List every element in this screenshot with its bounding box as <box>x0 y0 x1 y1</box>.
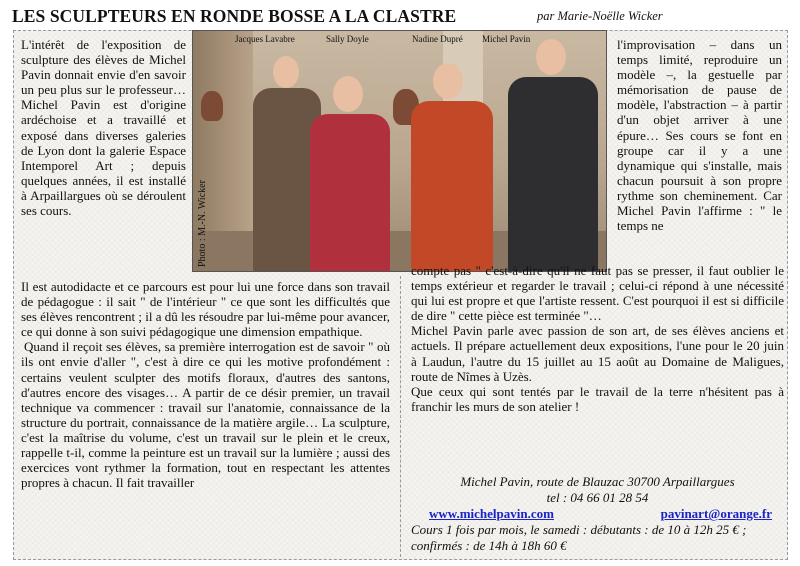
article-byline: par Marie-Noëlle Wicker <box>537 9 663 23</box>
article-headline: LES SCULPTEURS EN RONDE BOSSE A LA CLASTRE <box>12 6 457 26</box>
photo-caption-name: Jacques Lavabre <box>235 34 295 44</box>
photo-credit: Photo : M.-N. Wicker <box>197 180 208 267</box>
contact-block <box>411 474 784 554</box>
group-photo <box>192 30 607 272</box>
contact-phone: tel : 04 66 01 28 54 <box>546 490 649 505</box>
sculpture-bust <box>201 91 223 121</box>
article-paragraph: Quand il reçoit ses élèves, sa première interrogation est de savoir " où ils ont envie d'aller ", c'est à dire ce qui les motive profondément : certains veulent sculpter des motifs floraux, d'autres des santons, d'autres encore des visages… A partir de ce désir premier, un travail technique va commencer : travail sur l'anatomie, connaissance de la structure du portrait, connaissance de la matière argile… La sculpture, c'est la maîtrise du volume, c'est un travail sur le plein et le creux, rappelle t-il, comme la peinture est un travail sur la lumière ; aussi des exercices vont rythmer la formation, tout en respectant les attentes propres à chacun. Il fait travailler <box>21 339 390 491</box>
photo-caption-name: Sally Doyle <box>326 34 369 44</box>
article-paragraph: Michel Pavin parle avec passion de son art, de ses élèves anciens et actuels. Il prépare actuellement deux expositions, l'une pour le 20 juin à Laudun, l'autre du 15 juillet au 15 août au Domaine de Maligues, route de Nîmes à Uzès. <box>411 323 784 384</box>
column-divider <box>400 276 401 557</box>
article-text-left-top: L'intérêt de l'exposition de sculpture des élèves de Michel Pavin donnait envie d'en savoir un peu plus sur le professeur… Michel Pavin est d'origine ardéchoise et a travaillé et exposé dans diverses galeries de Lyon dont la galerie Espace Intemporel Art ; depuis quelques années, il est installé à Arpaillargues où se déroulent ses cours. <box>21 37 186 219</box>
article-text-right-bottom <box>411 263 784 414</box>
article-paragraph: compte pas " c'est-à-dire qu'il ne faut pas se presser, il faut oublier le temps extérieur et regarder le travail ; celui-ci répond à une nécessité qui lui est propre et que l'artiste ressent. C'est pourquoi il est si difficile de dire " cette pièce est terminée "… <box>411 263 784 324</box>
article-paragraph: Que ceux qui sont tentés par le travail de la terre n'hésitent pas à franchir les murs de son atelier ! <box>411 383 784 414</box>
contact-links <box>411 506 784 522</box>
course-hours <box>411 522 784 554</box>
course-hours-line: confirmés : de 14h à 18h 60 € <box>411 538 567 553</box>
course-hours-line: Cours 1 fois par mois, le samedi : débutants : de 10 à 12h 25 € ; <box>411 522 747 537</box>
contact-address: Michel Pavin, route de Blauzac 30700 Arpaillargues <box>460 474 735 489</box>
article-paragraph: Il est autodidacte et ce parcours est pour lui une force dans son travail de pédagogue : il sait " de l'intérieur " ce que sont les difficultés que ses élèves rencontrent ; il a dû les résoudre par lui-même pour avancer, ce qui donne à son suivi pédagogique une dimension empathique. <box>21 279 390 340</box>
article-text-right-top: l'improvisation – dans un temps limité, reproduire un modèle –, la gestuelle par mémorisation de pause de modèle, l'abstraction – à partir d'un objet arriver à une épure… Ses cours se font en groupe car il y a une dynamique qui s'installe, mais chacun poursuit à son propre rythme son cheminement. Car Michel Pavin l'affirme : " le temps ne <box>617 37 782 234</box>
website-link[interactable]: www.michelpavin.com <box>429 506 554 521</box>
article-text-left-bottom <box>21 279 390 490</box>
photo-caption-name: Nadine Dupré <box>412 34 463 44</box>
email-link[interactable]: pavinart@orange.fr <box>660 506 772 521</box>
photo-caption-name: Michel Pavin <box>482 34 531 44</box>
